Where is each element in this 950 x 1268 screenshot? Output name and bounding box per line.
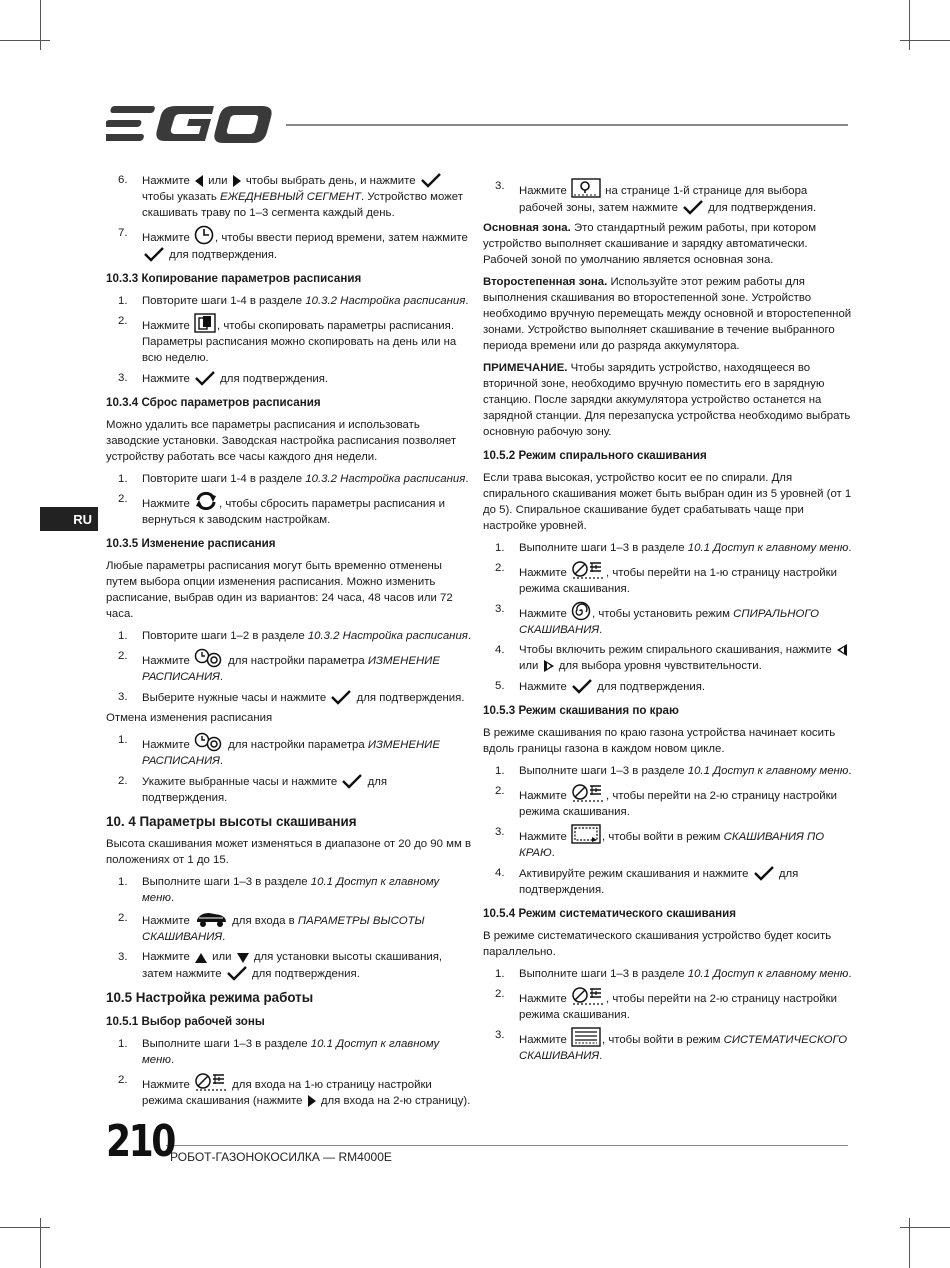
step-number: 1. — [118, 473, 128, 485]
step-item — [106, 732, 474, 769]
step-item — [106, 225, 474, 263]
step-text: Чтобы включить режим спирального скашивания, нажмите или для выбора уровня чувствительности. — [519, 642, 853, 674]
paragraph: Второстепенная зона. Используйте этот режим работы для выполнения скашивания во второстепенной зоне. Устройство необходимо вручную перемещать между основной и второстепенной зонами. Устройство выполняет скашивание в течение выбранного периода времени или до разряда аккумулятора. — [483, 276, 852, 352]
section-heading: 10.3.5 Изменение расписания — [106, 537, 276, 550]
step-text: Нажмите или чтобы выбрать день, и нажмите чтобы указать ЕЖЕДНЕВНЫЙ СЕГМЕНТ. Устройство может скашивать траву по 1–3 сегмента каждый день. — [142, 172, 474, 221]
step-number: 3. — [495, 180, 505, 192]
step-text: Нажмите или для установки высоты скашивания, затем нажмите для подтверждения. — [142, 951, 443, 980]
spiral-icon — [571, 601, 591, 621]
arrow-left-icon — [194, 174, 204, 188]
section-heading: 10.3.4 Сброс параметров расписания — [106, 396, 321, 409]
crop-mark — [40, 0, 41, 50]
step-number: 3. — [118, 691, 128, 703]
crop-mark — [900, 40, 950, 41]
page-number: 210 — [106, 1116, 174, 1167]
step-text: Нажмите , чтобы перейти на 1-ю страницу настройки режима скашивания. — [519, 560, 853, 597]
schedule-change-icon — [194, 732, 224, 752]
step-item — [483, 986, 853, 1023]
step-number: 7. — [118, 227, 128, 239]
step-item — [483, 763, 853, 779]
step-text: Нажмите , чтобы установить режим СПИРАЛЬНОГО СКАШИВАНИЯ. — [519, 601, 853, 638]
step-text: Нажмите для настройки параметра ИЗМЕНЕНИЕ РАСПИСАНИЯ. — [142, 732, 474, 769]
copy-icon — [194, 313, 216, 333]
clock-icon — [194, 225, 214, 245]
step-item — [106, 370, 474, 387]
step-text: Нажмите для подтверждения. — [519, 678, 853, 695]
step-text: Выполните шаги 1–3 в разделе 10.1 Доступ к главному меню. — [519, 542, 852, 554]
step-number: 2. — [118, 775, 128, 787]
step-text: Нажмите для входа на 1-ю страницу настройки режима скашивания (нажмите для входа на 2-ю страницу). — [142, 1072, 474, 1109]
step-number: 1. — [118, 876, 128, 888]
step-item — [483, 642, 853, 674]
step-item — [106, 773, 474, 806]
check-icon — [226, 965, 248, 981]
step-number: 1. — [118, 734, 128, 746]
arrow-right-icon — [232, 174, 242, 188]
crop-mark — [909, 0, 910, 50]
step-text: Выполните шаги 1–3 в разделе 10.1 Доступ к главному меню. — [519, 765, 852, 777]
step-text: Нажмите для подтверждения. — [142, 370, 474, 387]
step-text: Нажмите , чтобы перейти на 2-ю страницу настройки режима скашивания. — [519, 986, 853, 1023]
paragraph: Если трава высокая, устройство косит ее по спирали. Для спирального скашивания может быть выбран один из 5 уровней (от 1 до 5). Спиральное скашивание будет срабатывать чаще при настройке уровней. — [483, 472, 852, 532]
ego-logo — [106, 104, 278, 144]
step-item — [483, 540, 853, 556]
mode-settings-icon — [571, 560, 605, 580]
step-text: Нажмите , чтобы перейти на 2-ю страницу настройки режима скашивания. — [519, 783, 853, 820]
step-number: 6. — [118, 174, 128, 186]
paragraph: Основная зона. Это стандартный режим работы, при котором устройство выполняет скашивание и зарядку автоматически. Рабочей зоной по умолчанию является основная зона. — [483, 222, 817, 266]
section-heading: 10.5.3 Режим скашивания по краю — [483, 704, 679, 717]
step-text: Нажмите , чтобы войти в режим СКАШИВАНИЯ ПО КРАЮ. — [519, 824, 853, 861]
step-number: 3. — [495, 1029, 505, 1041]
step-number: 2. — [495, 988, 505, 1000]
subsection-label: Отмена изменения расписания — [106, 712, 273, 724]
step-text: Нажмите , чтобы скопировать параметры расписания. Параметры расписания можно скопировать на день или на всю неделю. — [142, 313, 474, 366]
mower-height-icon — [194, 910, 228, 928]
section-heading: 10.5.1 Выбор рабочей зоны — [106, 1015, 265, 1028]
step-item — [106, 1072, 474, 1109]
arrow-up-icon — [194, 952, 208, 964]
step-number: 2. — [495, 785, 505, 797]
step-text: Выберите нужные часы и нажмите для подтверждения. — [142, 689, 474, 706]
right-column — [483, 178, 853, 1068]
paragraph: Высота скашивания может изменяться в диапазоне от 20 до 90 мм в положениях от 1 до 15. — [106, 838, 471, 866]
step-number: 3. — [118, 951, 128, 963]
check-icon — [330, 689, 352, 705]
header-rule — [286, 124, 848, 126]
step-item — [483, 178, 853, 216]
section-heading: 10. 4 Параметры высоты скашивания — [106, 814, 357, 829]
step-item — [106, 172, 474, 221]
check-icon — [194, 370, 216, 386]
step-item — [106, 689, 474, 706]
step-item — [483, 601, 853, 638]
crop-mark — [0, 40, 50, 41]
language-tab: RU — [40, 507, 98, 531]
mode-settings-icon — [571, 783, 605, 803]
step-text: Повторите шаги 1–2 в разделе 10.3.2 Настройка расписания. — [142, 630, 472, 642]
step-item — [106, 648, 474, 685]
check-icon — [420, 172, 442, 188]
schedule-change-icon — [194, 648, 224, 668]
paragraph: Любые параметры расписания могут быть временно отменены путем выбора опции изменения расписания. Можно изменить расписание, выбрав один из вариантов: 24 часа, 48 часов или 72 часа. — [106, 560, 453, 620]
step-number: 1. — [118, 295, 128, 307]
step-item — [106, 910, 474, 945]
step-item — [483, 824, 853, 861]
step-item — [483, 1027, 853, 1064]
step-number: 3. — [118, 372, 128, 384]
step-item — [106, 313, 474, 366]
left-column — [106, 172, 474, 1113]
footer-rule — [166, 1145, 848, 1146]
check-icon — [341, 773, 363, 789]
step-number: 2. — [118, 912, 128, 924]
check-icon — [682, 199, 704, 215]
step-text: Нажмите , чтобы ввести период времени, затем нажмите для подтверждения. — [142, 225, 474, 263]
step-number: 4. — [495, 867, 505, 879]
step-item — [106, 1036, 474, 1068]
systematic-mode-icon — [571, 1027, 601, 1047]
step-text: Укажите выбранные часы и нажмите для подтверждения. — [142, 773, 474, 806]
step-number: 5. — [495, 680, 505, 692]
step-item — [106, 293, 474, 309]
step-number: 1. — [495, 968, 505, 980]
paragraph: В режиме систематического скашивания устройство будет косить параллельно. — [483, 930, 832, 958]
step-number: 1. — [118, 630, 128, 642]
step-text: Выполните шаги 1–3 в разделе 10.1 Доступ к главному меню. — [142, 876, 440, 904]
mode-settings-icon — [194, 1072, 228, 1092]
footer-title: РОБОТ-ГАЗОНОКОСИЛКА — RM4000E — [170, 1150, 392, 1164]
edge-mode-icon — [571, 824, 601, 844]
step-number: 2. — [118, 1074, 128, 1086]
step-text: Выполните шаги 1–3 в разделе 10.1 Доступ к главному меню. — [519, 968, 852, 980]
section-heading: 10.5.4 Режим систематического скашивания — [483, 907, 737, 920]
check-icon — [571, 678, 593, 694]
step-item — [483, 865, 853, 898]
step-number: 1. — [118, 1038, 128, 1050]
section-heading: 10.3.3 Копирование параметров расписания — [106, 272, 362, 285]
step-number: 1. — [495, 542, 505, 554]
step-number: 3. — [495, 603, 505, 615]
step-item — [106, 949, 474, 982]
paragraph: В режиме скашивания по краю газона устройства начинает косить вдоль границы газона в каждом новом цикле. — [483, 727, 836, 755]
crop-mark — [900, 1227, 950, 1228]
step-item — [106, 628, 474, 644]
zone-icon — [571, 178, 601, 198]
step-number: 3. — [495, 826, 505, 838]
arrow-left-icon — [836, 643, 848, 657]
section-heading: 10.5.2 Режим спирального скашивания — [483, 449, 707, 462]
step-number: 2. — [495, 562, 505, 574]
step-text: Нажмите для настройки параметра ИЗМЕНЕНИЕ РАСПИСАНИЯ. — [142, 648, 474, 685]
step-item — [483, 678, 853, 695]
step-text: Активируйте режим скашивания и нажмите для подтверждения. — [519, 865, 853, 898]
arrow-right-icon — [543, 659, 555, 673]
step-text: Нажмите на странице 1-й странице для выбора рабочей зоны, затем нажмите для подтверждения. — [519, 178, 853, 216]
step-number: 4. — [495, 644, 505, 656]
step-number: 1. — [495, 765, 505, 777]
step-text: Нажмите , чтобы сбросить параметры расписания и вернуться к заводским настройкам. — [142, 491, 474, 528]
step-number: 2. — [118, 650, 128, 662]
paragraph: Можно удалить все параметры расписания и использовать заводские установки. Заводская настройка расписания позволяет устройству работать все часы каждого дня недели. — [106, 419, 457, 463]
check-icon — [143, 246, 165, 262]
step-item — [483, 966, 853, 982]
arrow-down-icon — [236, 952, 250, 964]
step-number: 2. — [118, 493, 128, 505]
note-paragraph: ПРИМЕЧАНИЕ. Чтобы зарядить устройство, находящееся во вторичной зоне, необходимо вручную поместить его в зарядную станцию. После зарядки аккумулятора устройство останется на зарядной станции. Для перезапуска устройства необходимо выбрать основную рабочую зону. — [483, 362, 851, 438]
arrow-right-icon — [307, 1094, 317, 1108]
step-text: Повторите шаги 1-4 в разделе 10.3.2 Настройка расписания. — [142, 473, 469, 485]
crop-mark — [40, 1218, 41, 1268]
reset-icon — [194, 491, 218, 511]
step-text: Выполните шаги 1–3 в разделе 10.1 Доступ к главному меню. — [142, 1038, 440, 1066]
step-item — [483, 783, 853, 820]
step-number: 2. — [118, 315, 128, 327]
crop-mark — [909, 1218, 910, 1268]
check-icon — [753, 865, 775, 881]
section-heading: 10.5 Настройка режима работы — [106, 990, 314, 1005]
mode-settings-icon — [571, 986, 605, 1006]
step-item — [483, 560, 853, 597]
crop-mark — [0, 1227, 50, 1228]
step-text: Нажмите для входа в ПАРАМЕТРЫ ВЫСОТЫ СКАШИВАНИЯ. — [142, 910, 474, 945]
step-item — [106, 491, 474, 528]
step-text: Повторите шаги 1-4 в разделе 10.3.2 Настройка расписания. — [142, 295, 469, 307]
step-text: Нажмите , чтобы войти в режим СИСТЕМАТИЧЕСКОГО СКАШИВАНИЯ. — [519, 1027, 853, 1064]
step-item — [106, 471, 474, 487]
step-item — [106, 874, 474, 906]
